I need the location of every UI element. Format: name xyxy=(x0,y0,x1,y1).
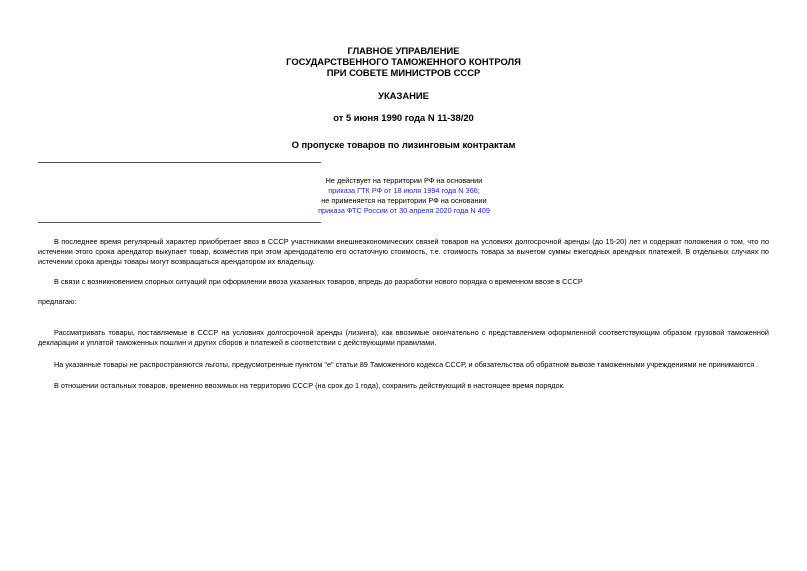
authority-line-2: ГОСУДАРСТВЕННОГО ТАМОЖЕННОГО КОНТРОЛЯ xyxy=(286,56,521,67)
paragraph-3 xyxy=(38,297,769,307)
authority-line-1: ГЛАВНОЕ УПРАВЛЕНИЕ xyxy=(347,45,460,56)
document-date: от 5 июня 1990 года N 11-38/20 xyxy=(333,112,474,123)
status-line-1: Не действует на территории РФ на основании xyxy=(325,176,483,185)
paragraph-1-text: В последнее время регулярный характер приобретает ввоз в СССР участниками внешнеэкономических связей товаров на условиях долгосрочной аренды (до 15-20) лет и содержат положения о том, что по истечении этого срока арендатор выкупает товар, возместив при этом арендодателю его остаточную стоимость, т.е. стоимость товара за вычетом суммы ежегодных арендных платежей. В отдельных случаях по истечении срока аренды товары могут возвращаться арендатором их владельцу. xyxy=(38,237,769,266)
paragraph-3-text: предлагаю: xyxy=(38,297,77,306)
paragraph-1 xyxy=(38,237,769,267)
order-link-1994[interactable]: приказа ГТК РФ от 18 июля 1994 года N 366 xyxy=(328,186,478,195)
status-note xyxy=(260,176,548,216)
divider-top xyxy=(38,162,321,163)
paragraph-5 xyxy=(38,360,769,370)
paragraph-4 xyxy=(38,328,769,348)
paragraph-5-text: На указанные товары не распространяются льготы, предусмотренные пунктом "е" статьи 89 Таможенного кодекса СССР, и обязательства об обратном вывозе таможенными учреждениями не принимаются . xyxy=(54,360,759,369)
paragraph-6 xyxy=(38,381,769,391)
status-link-suffix: ; xyxy=(477,186,480,195)
issuing-authority xyxy=(0,45,807,78)
paragraph-2 xyxy=(38,277,769,287)
divider-bottom xyxy=(38,222,321,223)
paragraph-2-text: В связи с возникновением спорных ситуаций при оформлении ввоза указанных товаров, впредь до разработки нового порядка о временном ввозе в СССР xyxy=(54,277,583,286)
status-line-4 xyxy=(260,206,548,216)
paragraph-4-text: Рассматривать товары, поставляемые в СССР на условиях долгосрочной аренды (лизинга), как ввозимые окончательно с представлением оформленной соответствующим образом грузовой таможенной декларации и уплатой таможенных пошлин и других сборов и платежей в соответствии с действующими правилами. xyxy=(38,328,769,347)
order-link-2020[interactable]: приказа ФТС России от 30 апреля 2020 года N 409 xyxy=(318,206,490,215)
status-line-3: не применяется на территории РФ на основании xyxy=(321,196,487,205)
authority-line-3: ПРИ СОВЕТЕ МИНИСТРОВ СССР xyxy=(326,67,481,78)
document-type: УКАЗАНИЕ xyxy=(378,90,429,101)
document-title: О пропуске товаров по лизинговым контрактам xyxy=(291,139,516,150)
status-line-2 xyxy=(260,186,548,196)
paragraph-6-text: В отношении остальных товаров, временно ввозимых на территорию СССР (на срок до 1 года), сохранить действующий в настоящее время порядок. xyxy=(54,381,565,390)
